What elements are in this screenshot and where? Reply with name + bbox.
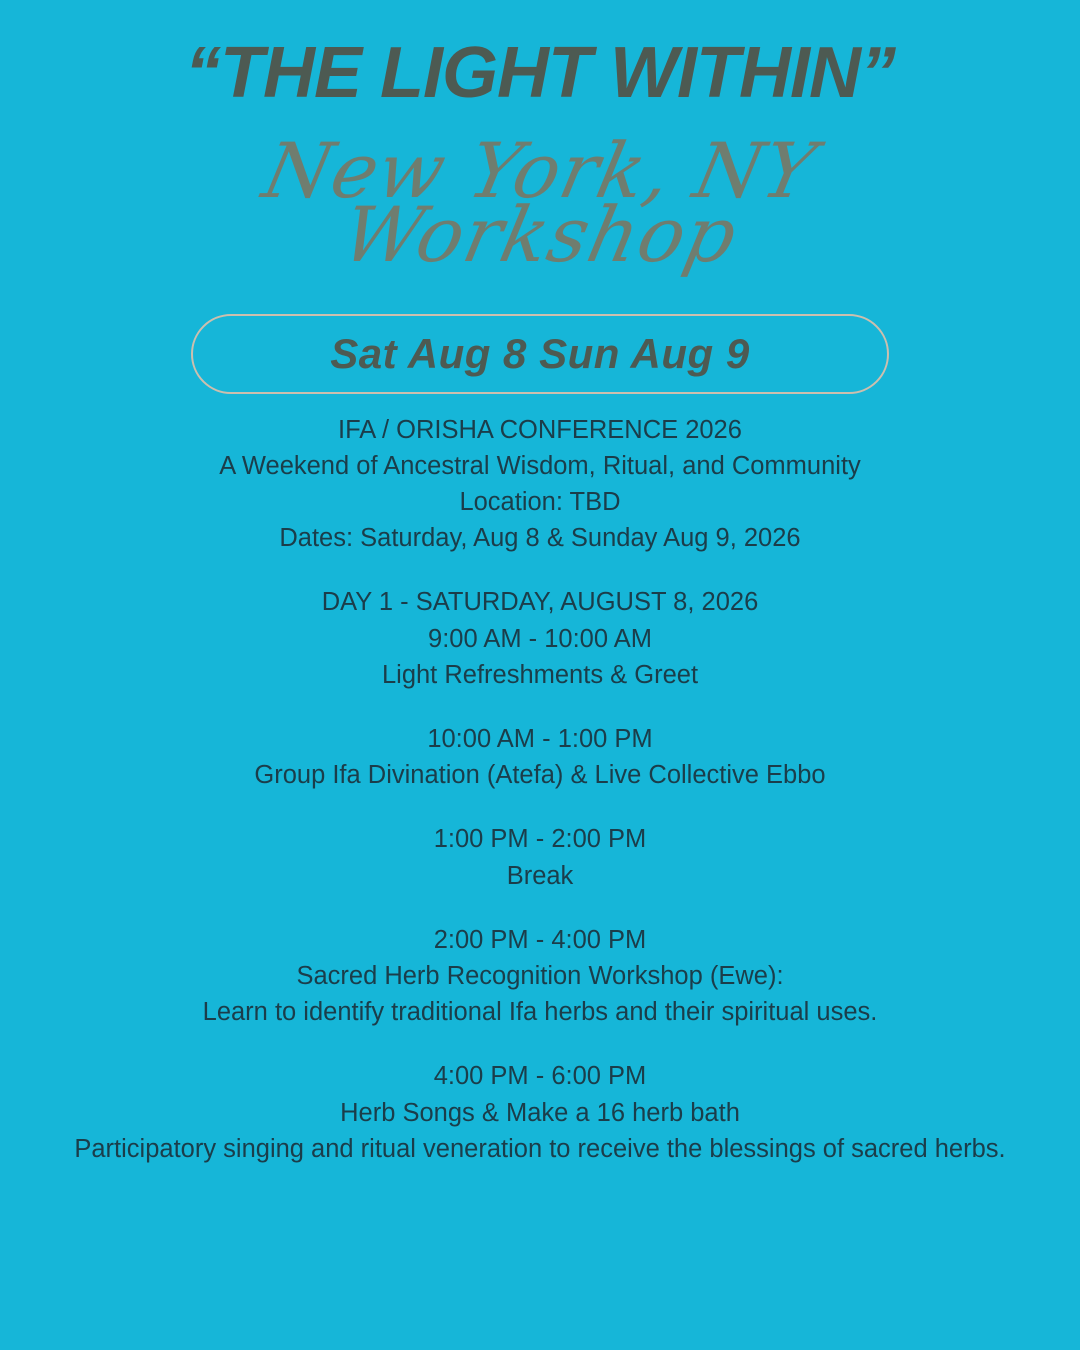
day1-session-2-block — [0, 721, 1080, 793]
session-2-title: Group Ifa Divination (Atefa) & Live Collective Ebbo — [254, 761, 826, 790]
session-3-title: Break — [506, 861, 574, 890]
day1-session-3-block — [0, 821, 1080, 893]
session-4-title: Sacred Herb Recognition Workshop (Ewe): — [296, 962, 784, 991]
session-4-description: Learn to identify traditional Ifa herbs and their spiritual uses. — [202, 998, 878, 1027]
session-1-time: 9:00 AM - 10:00 AM — [428, 624, 652, 653]
session-3-time: 1:00 PM - 2:00 PM — [433, 825, 647, 854]
day1-session-5-block — [0, 1058, 1080, 1167]
session-1-title: Light Refreshments & Greet — [381, 660, 699, 689]
title-line-1: “THE LIGHT — [185, 33, 591, 113]
session-2-time: 10:00 AM - 1:00 PM — [427, 725, 653, 754]
subtitle-line-2: Workshop — [334, 189, 746, 279]
session-5-description: Participatory singing and ritual veneration to receive the blessings of sacred herbs. — [74, 1134, 1006, 1163]
title-line-2: WITHIN” — [610, 33, 895, 113]
day1-heading: DAY 1 - SATURDAY, AUGUST 8, 2026 — [321, 588, 759, 617]
session-5-title: Herb Songs & Make a 16 herb bath — [340, 1098, 740, 1127]
intro-line-4: Dates: Saturday, Aug 8 & Sunday Aug 9, 2026 — [279, 524, 801, 553]
page-title — [0, 0, 1080, 118]
intro-line-2: A Weekend of Ancestral Wisdom, Ritual, and Community — [219, 451, 861, 480]
session-4-time: 2:00 PM - 4:00 PM — [433, 925, 647, 954]
schedule-body — [0, 412, 1080, 1167]
session-5-time: 4:00 PM - 6:00 PM — [433, 1062, 647, 1091]
subtitle-line-1: New York, NY — [255, 125, 825, 215]
day1-session-1-block — [0, 584, 1080, 693]
day1-session-4-block — [0, 922, 1080, 1031]
date-badge — [191, 314, 889, 394]
conference-intro-block — [0, 412, 1080, 557]
intro-line-3: Location: TBD — [459, 488, 621, 517]
location-subtitle — [0, 118, 1080, 279]
date-badge-label: Sat Aug 8 Sun Aug 9 — [330, 329, 750, 377]
intro-line-1: IFA / ORISHA CONFERENCE 2026 — [338, 415, 742, 444]
date-pill-wrap — [0, 314, 1080, 394]
